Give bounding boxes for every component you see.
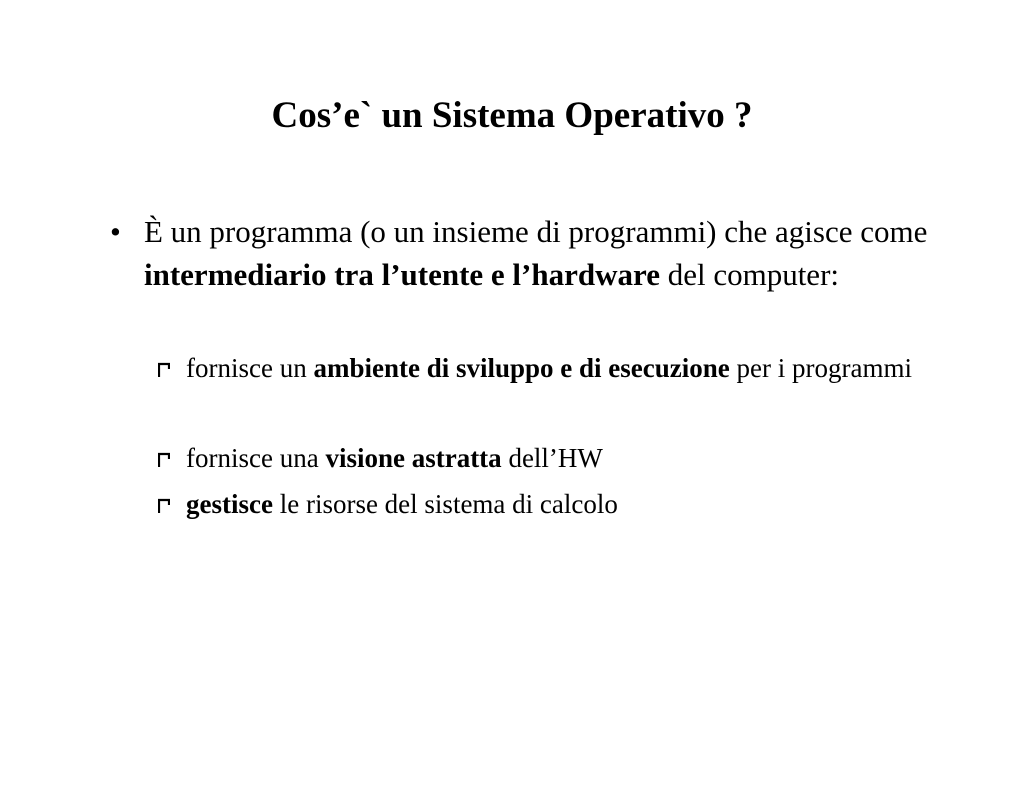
main-bullet-text: [144, 210, 944, 296]
main-bullet-text-after: del computer:: [659, 257, 840, 292]
box-bullet-icon: [158, 361, 170, 378]
sub-bullet-after: per i programmi: [729, 353, 912, 383]
sub-bullet-bold: ambiente di sviluppo e di esecuzione: [313, 353, 730, 383]
sub-bullet-after: dell’HW: [501, 443, 603, 473]
sub-bullet-before: fornisce una: [186, 443, 326, 473]
bullet-dot: •: [110, 214, 121, 249]
sub-bullet-text: [186, 485, 956, 523]
sub-bullet-text: [186, 349, 956, 387]
sub-bullet-after: le risorse del sistema di calcolo: [272, 489, 618, 519]
slide-title: Cos’e` un Sistema Operativo ?: [271, 95, 753, 136]
sub-bullet-bold: gestisce: [186, 489, 273, 519]
main-bullet-text-before: È un programma (o un insieme di programmi) che agisce come: [144, 214, 928, 249]
sub-bullet-before: fornisce un: [186, 353, 314, 383]
sub-bullet-text: [186, 439, 956, 477]
main-bullet-bold: intermediario tra l’utente e l’hardware: [144, 257, 660, 292]
box-bullet-icon: [158, 497, 170, 514]
sub-bullet-bold: visione astratta: [325, 443, 502, 473]
box-bullet-icon: [158, 451, 170, 468]
